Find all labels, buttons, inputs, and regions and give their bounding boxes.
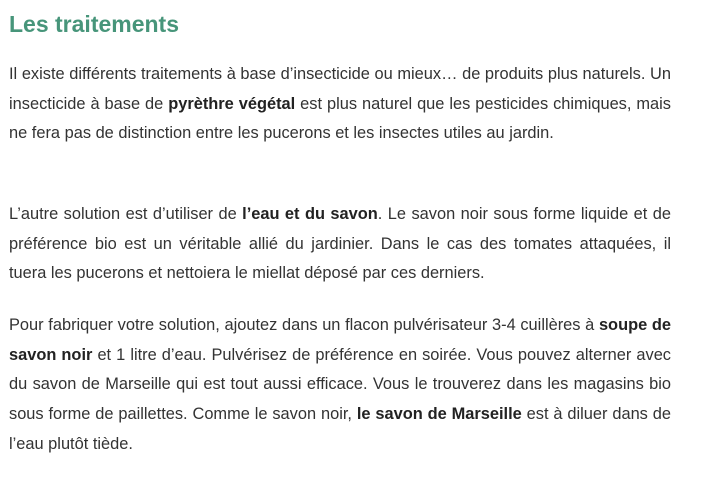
paragraph-text: . Le savon noir sous forme liquide et de préférence bio est un véritable allié du jardinier. Dans le cas des tomates attaquées, il tuera les pucerons et nettoiera le miellat déposé par ces derniers. bbox=[9, 205, 671, 283]
bold-term-eau-savon: l’eau et du savon bbox=[242, 205, 378, 223]
paragraph-text: est plus naturel que les pesticides chimiques, mais ne fera pas de distinction entre les pucerons et les insectes utiles au jardin. bbox=[9, 94, 671, 143]
bold-term-savon-noir: soupe de savon noir bbox=[9, 316, 671, 364]
paragraph-fabrication bbox=[9, 311, 671, 460]
paragraph-insecticide bbox=[9, 60, 671, 149]
section-heading: Les traitements bbox=[9, 11, 180, 37]
bold-term-savon-marseille: le savon de Marseille bbox=[356, 405, 522, 424]
paragraph-text: et 1 litre d’eau. Pulvérisez de préférence en soirée. Vous pouvez alterner avec du savon de Marseille qui est tout aussi efficace. Vous le trouverez dans les magasins bio sous forme de paillettes. Comme le savon noir, bbox=[9, 345, 672, 424]
paragraph-text: Il existe différents traitements à base d’insecticide ou mieux… de produits plus naturels. Un insecticide à base de bbox=[9, 65, 671, 113]
paragraph-text: Pour fabriquer votre solution, ajoutez dans un flacon pulvérisateur 3-4 cuillères à bbox=[9, 316, 599, 334]
bold-term-pyrethre: pyrèthre végétal bbox=[168, 94, 296, 113]
paragraph-eau-savon bbox=[9, 200, 671, 289]
paragraph-text: L’autre solution est d’utiliser de bbox=[9, 205, 243, 223]
paragraph-text: est à diluer dans de l’eau plutôt tiède. bbox=[9, 405, 671, 453]
